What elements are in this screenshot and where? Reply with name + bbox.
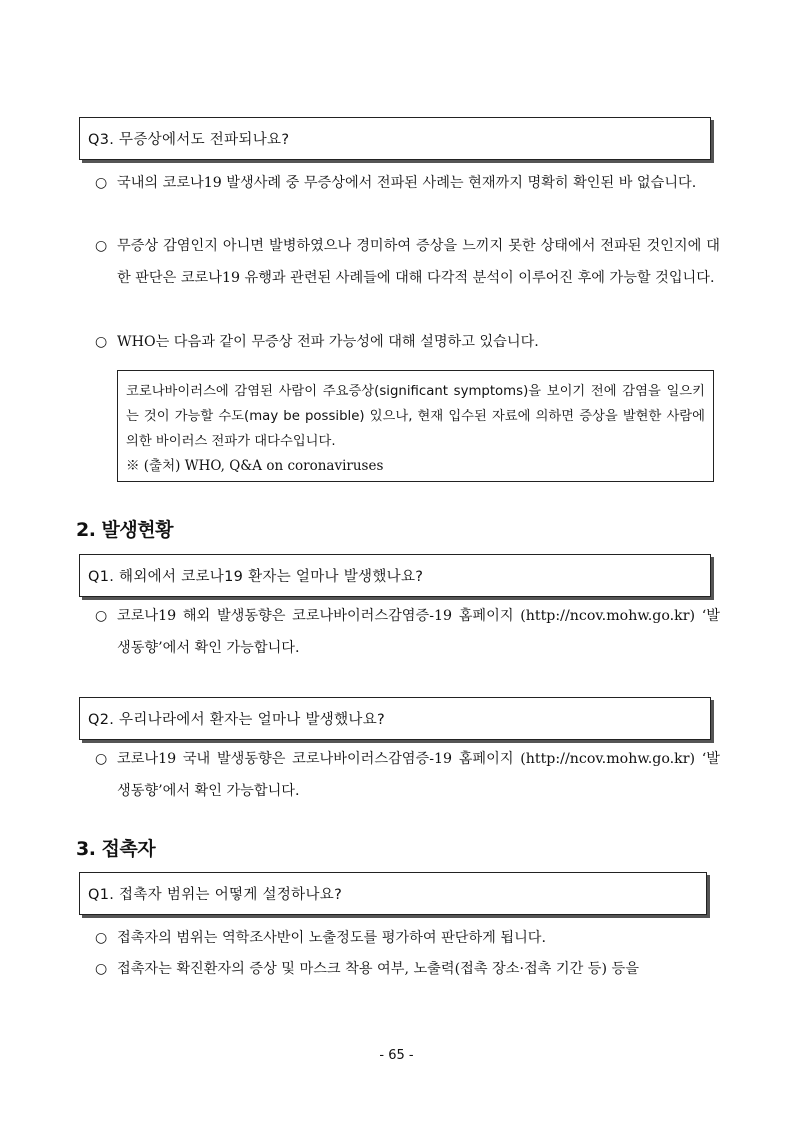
bullet-icon: ○ <box>95 751 108 767</box>
page-number: - 65 - <box>379 1048 414 1063</box>
bullet-text: 접촉자는 확진환자의 증상 및 마스크 착용 여부, 노출력(접촉 장소·접촉 기간 등) 등을 <box>117 961 639 977</box>
list-item <box>95 168 720 200</box>
bullet-text: 접촉자의 범위는 역학조사반이 노출정도를 평가하여 판단하게 됩니다. <box>117 930 547 946</box>
question-text: Q2. 우리나라에서 환자는 얼마나 발생했나요? <box>88 712 385 728</box>
bullet-icon: ○ <box>95 238 108 254</box>
bullet-icon: ○ <box>95 175 108 191</box>
question-text: Q1. 접촉자 범위는 어떻게 설정하나요? <box>88 887 343 903</box>
question-box-s3-q1 <box>79 872 707 915</box>
list-item <box>95 231 720 294</box>
bullet-text: 코로나19 국내 발생동향은 코로나바이러스감염증-19 홈페이지 (http://ncov.mohw.go.kr) ‘발생동향’에서 확인 가능합니다. <box>117 751 720 799</box>
list-item <box>95 923 720 955</box>
question-box-s2-q1 <box>79 554 711 597</box>
bullet-text: 국내의 코로나19 발생사례 중 무증상에서 전파된 사례는 현재까지 명확히 확인된 바 없습니다. <box>117 175 697 191</box>
question-text: Q1. 해외에서 코로나19 환자는 얼마나 발생했나요? <box>88 569 424 585</box>
list-item <box>95 327 720 359</box>
question-box-q3 <box>79 117 711 160</box>
bullet-icon: ○ <box>95 334 108 350</box>
section-heading-2: 2. 발생현황 <box>76 519 173 541</box>
quote-source: ※ (출처) WHO, Q&A on coronaviruses <box>126 458 384 474</box>
quote-text: 코로나바이러스에 감염된 사람이 주요증상(significant symptoms)을 보이기 전에 감염을 일으키는 것이 가능할 수도(may be possible) 있으나, 현재 입수된 자료에 의하면 증상을 발현한 사람에 의한 바이러스 전파가 대다수입니다. <box>126 384 705 449</box>
bullet-text: WHO는 다음과 같이 무증상 전파 가능성에 대해 설명하고 있습니다. <box>117 334 539 350</box>
list-item <box>95 601 720 664</box>
bullet-icon: ○ <box>95 608 108 624</box>
quote-box <box>117 370 714 482</box>
bullet-icon: ○ <box>95 961 108 977</box>
question-box-s2-q2 <box>79 697 711 740</box>
bullet-text: 무증상 감염인지 아니면 발병하였으나 경미하여 증상을 느끼지 못한 상태에서 전파된 것인지에 대한 판단은 코로나19 유행과 관련된 사례들에 대해 다각적 분석이 이루어진 후에 가능할 것입니다. <box>117 238 720 286</box>
section-heading-3: 3. 접촉자 <box>76 838 156 860</box>
question-text: Q3. 무증상에서도 전파되나요? <box>88 132 290 148</box>
list-item <box>95 954 720 986</box>
bullet-icon: ○ <box>95 930 108 946</box>
list-item <box>95 744 720 807</box>
bullet-text: 코로나19 해외 발생동향은 코로나바이러스감염증-19 홈페이지 (http://ncov.mohw.go.kr) ‘발생동향’에서 확인 가능합니다. <box>117 608 720 656</box>
